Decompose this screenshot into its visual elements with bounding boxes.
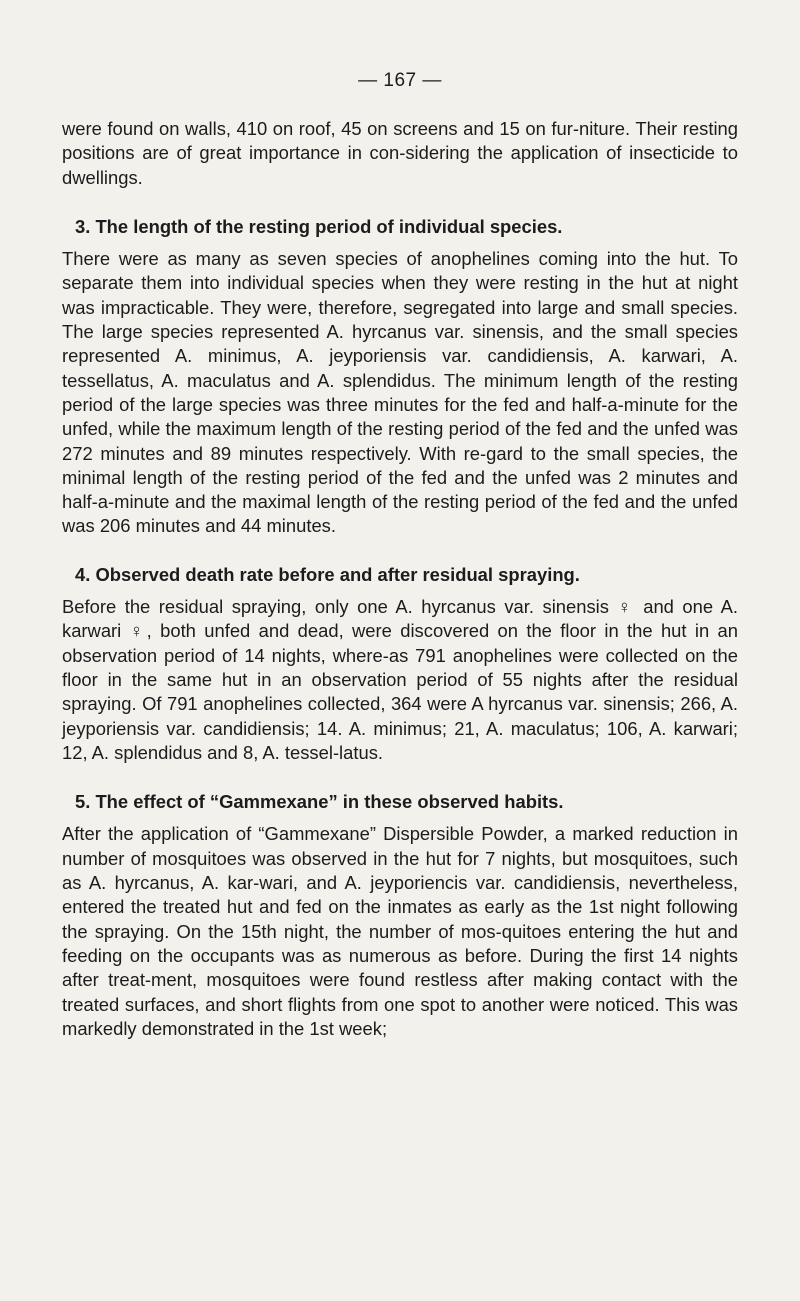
document-page — [62, 70, 738, 1041]
intro-paragraph: were found on walls, 410 on roof, 45 on screens and 15 on fur-niture. Their resting positions are of great importance in con-sidering the application of insecticide to dwellings. — [62, 118, 738, 188]
page-number: — 167 — — [358, 70, 442, 91]
section-4-heading: 4. Observed death rate before and after residual spraying. — [75, 563, 580, 585]
section-3-body: There were as many as seven species of anophelines coming into the hut. To separate them into individual species when they were resting in the hut at night was impracticable. They were, therefore, segregated into large and small species. The large species represented A. hyrcanus var. sinensis, and the small species represented A. minimus, A. jeyporiensis var. candidiensis, A. karwari, A. tessellatus, A. maculatus and A. splendidus. The minimum length of the resting period of the large species was three minutes for the fed and half-a-minute for the unfed, while the maximum length of the resting period of the fed and the unfed was 272 minutes and 89 minutes respectively. With re-gard to the small species, the minimal length of the resting period of the fed and the unfed was 2 minutes and half-a-minute and the maximal length of the resting period of the fed and the unfed was 206 minutes and 44 minutes. — [62, 248, 738, 537]
section-3-heading: 3. The length of the resting period of individual species. — [75, 215, 563, 237]
section-5-heading: 5. The effect of “Gammexane” in these observed habits. — [75, 791, 564, 813]
section-5-body: After the application of “Gammexane” Dispersible Powder, a marked reduction in number of mosquitoes was observed in the hut for 7 nights, but mosquitoes, such as A. hyrcanus, A. kar-wari, and A. jeyporiencis var. candidiensis, nevertheless, entered the treated hut and fed on the inmates as early as the 1st night following the spraying. On the 15th night, the number of mos-quitoes entering the hut and feeding on the occupants was as numerous as before. During the first 14 nights after treat-ment, mosquitoes were found restless after making contact with the treated surfaces, and short flights from one spot to another were noticed. This was markedly demonstrated in the 1st week; — [62, 823, 738, 1039]
section-4-body: Before the residual spraying, only one A. hyrcanus var. sinensis ♀ and one A. karwari ♀, both unfed and dead, were discovered on the floor in the hut in an observation period of 14 nights, where-as 791 anophelines were collected on the floor in the same hut in an observation period of 55 nights after the residual spraying. Of 791 anophelines collected, 364 were A hyrcanus var. sinensis; 266, A. jeyporiensis var. candidiensis; 14. A. minimus; 21, A. maculatus; 106, A. karwari; 12, A. splendidus and 8, A. tessel-latus. — [62, 596, 738, 763]
